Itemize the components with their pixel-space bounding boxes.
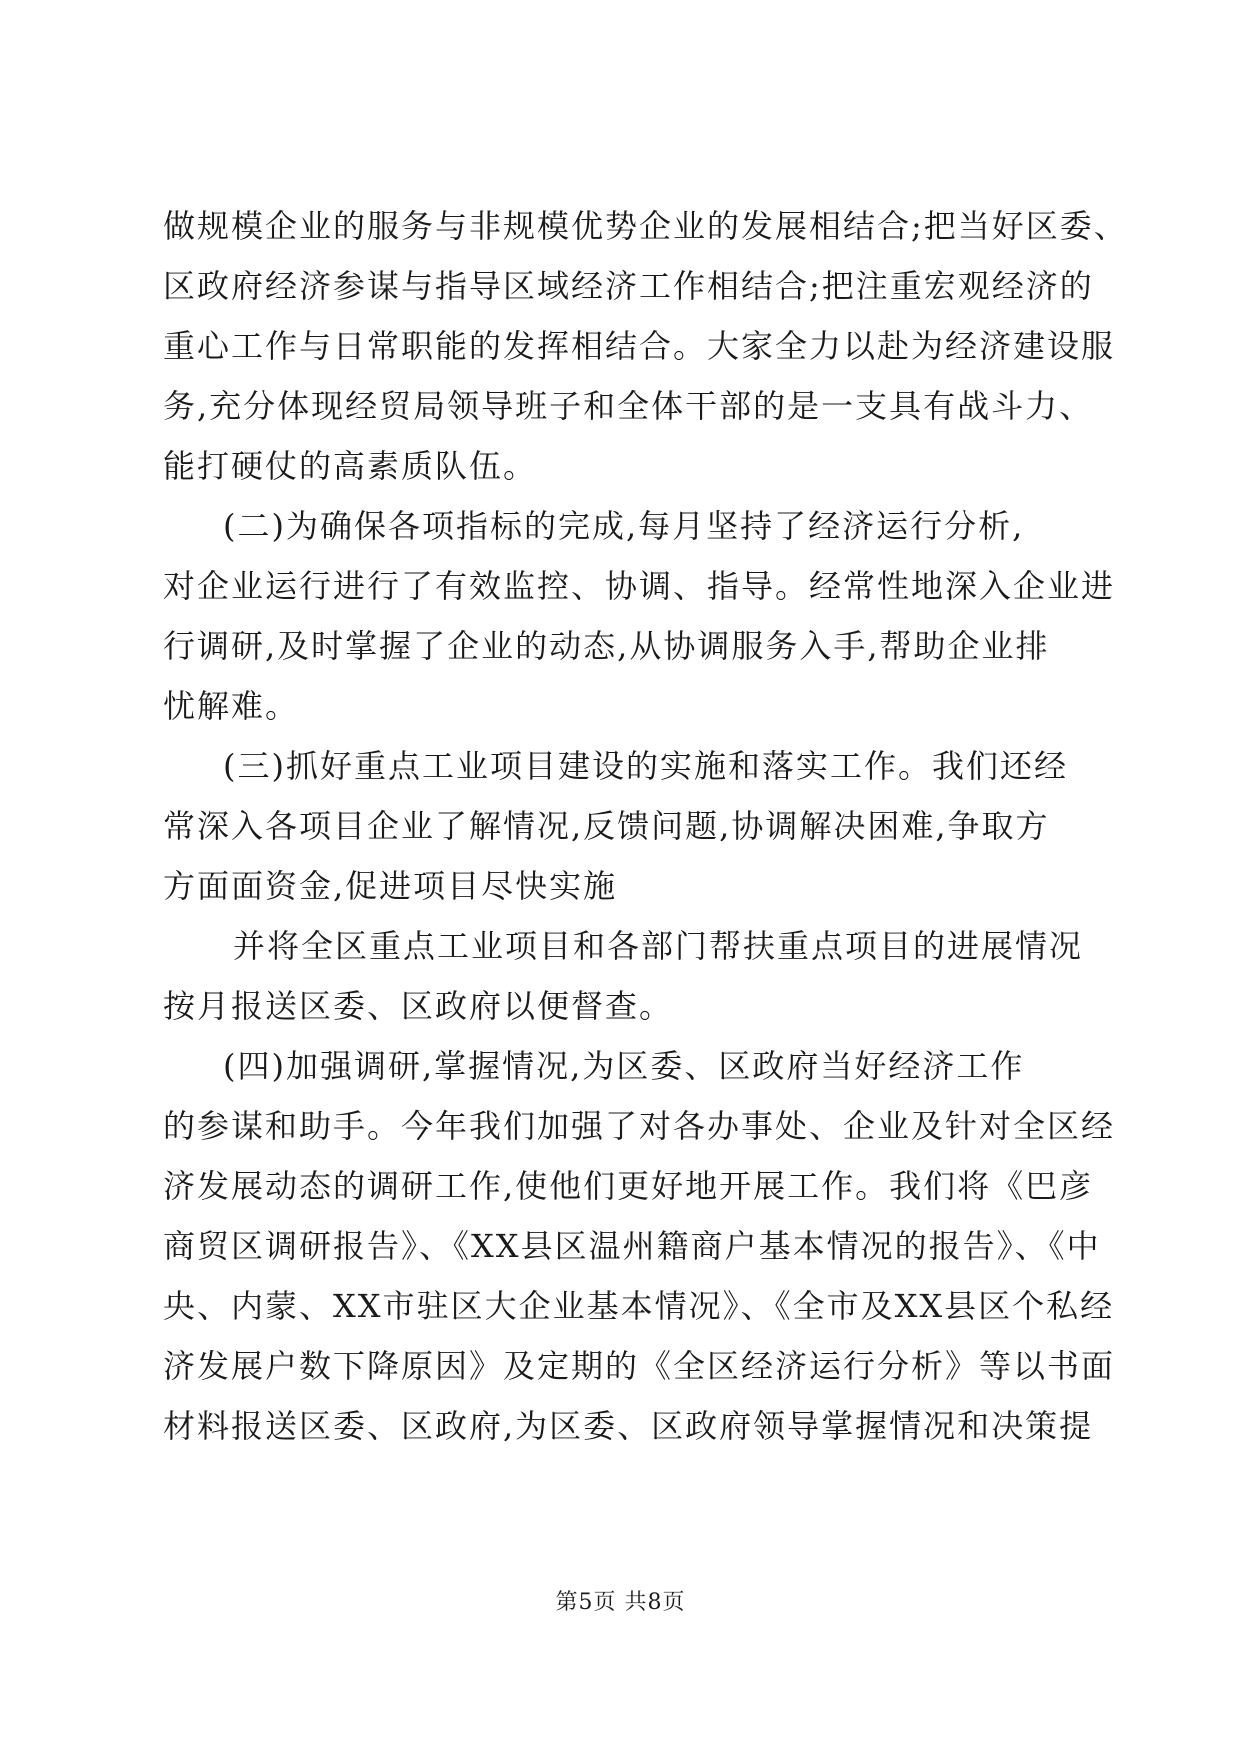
text-line: 央、内蒙、XX市驻区大企业基本情况》、《全市及XX县区个私经 [163, 1287, 1115, 1325]
text-line: 常深入各项目企业了解情况,反馈问题,协调解决困难,争取方 [163, 807, 1050, 845]
paragraph-start-line: (三)抓好重点工业项目建设的实施和落实工作。我们还经 [223, 747, 1068, 785]
text-line: 重心工作与日常职能的发挥相结合。大家全力以赴为经济建设服 [163, 327, 1116, 365]
text-line: 济发展动态的调研工作,使他们更好地开展工作。我们将《巴彦 [163, 1167, 1094, 1205]
text-line: 材料报送区委、区政府,为区委、区政府领导掌握情况和决策提 [163, 1407, 1094, 1445]
text-line: 忧解难。 [163, 687, 300, 725]
paragraph-start-line: (四)加强调研,掌握情况,为区委、区政府当好经济工作 [223, 1047, 1025, 1085]
text-line: 的参谋和助手。今年我们加强了对各办事处、企业及针对全区经 [163, 1107, 1116, 1145]
paragraph-start-line: (二)为确保各项指标的完成,每月坚持了经济运行分析, [223, 507, 1025, 545]
text-line: 务,充分体现经贸局领导班子和全体干部的是一支具有战斗力、 [163, 387, 1094, 425]
paragraph-start-line: 并将全区重点工业项目和各部门帮扶重点项目的进展情况 [233, 927, 1084, 965]
text-line: 行调研,及时掌握了企业的动态,从协调服务入手,帮助企业排 [163, 627, 1050, 665]
text-line: 按月报送区委、区政府以便督查。 [163, 987, 674, 1025]
text-line: 济发展户数下降原因》及定期的《全区经济运行分析》等以书面 [163, 1347, 1116, 1385]
text-line: 能打硬仗的高素质队伍。 [163, 447, 538, 485]
text-line: 对企业运行进行了有效监控、协调、指导。经常性地深入企业进 [163, 567, 1116, 605]
text-line: 区政府经济参谋与指导区域经济工作相结合;把注重宏观经济的 [163, 267, 1094, 305]
page-number-footer: 第5页 共8页 [555, 1590, 686, 1615]
text-line: 商贸区调研报告》、《XX县区温州籍商户基本情况的报告》、《中 [163, 1227, 1101, 1265]
text-line: 做规模企业的服务与非规模优势企业的发展相结合;把当好区委、 [163, 207, 1128, 245]
text-line: 方面面资金,促进项目尽快实施 [163, 867, 618, 905]
body-text [163, 196, 1128, 1456]
